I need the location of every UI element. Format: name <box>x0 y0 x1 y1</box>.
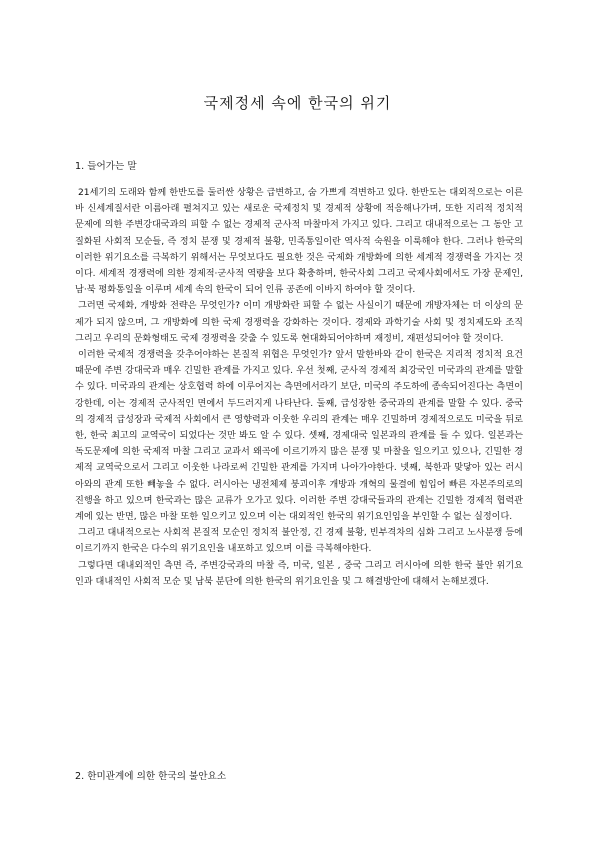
paragraph: 그리고 대내적으로는 사회적 본질적 모순인 정치적 불안정, 긴 경제 불황, 빈부격차의 심화 그리고 노사분쟁 등에 이르기까지 한국은 다수의 위기요인을 내포하고 있으며 이를 극복해야한다. <box>75 528 523 555</box>
paragraph: 그러면 국제화, 개방화 전략은 무엇인가? 이미 개방화란 피할 수 없는 사실이기 때문에 개방자체는 더 이상의 문제가 되지 않으며, 그 개방화에 의한 국제 경쟁력을 강화하는 것이다. 경제와 과학기술 사회 및 정치제도와 조직 그리고 우리의 문화형태도 국제 경쟁력을 갖출 수 있도록 현대화되어야하며 재정비, 재편성되어야 할 것이다. <box>75 301 523 344</box>
paragraph: 21세기의 도래와 함께 한반도를 둘러싼 상황은 급변하고, 숨 가쁘게 격변하고 있다. 한반도는 대외적으로는 이른바 신세계질서란 이름아래 펼쳐지고 있는 새로운 국제정치 및 경제적 상황에 적응해나가며, 또한 지리적 정치적 문제에 의한 주변강대국과의 피할 수 없는 경제적 군사적 마찰마저 가지고 있다. 그리고 대내적으로는 그 동안 고질화된 사회적 모순들, 즉 정치 분쟁 및 경제적 불황, 민족통일이란 역사적 숙원을 이룩해야 한다. 그러나 한국의 이러한 위기요소를 극복하기 위해서는 무엇보다도 필요한 것은 국제화 개방화에 의한 세계적 경쟁력을 가지는 것이다. 세계적 경쟁력에 의한 경제적·군사적 역량을 보다 확충하며, 한국사회 그리고 국제사회에서도 가장 문제인, 남·북 평화통일을 이루며 세계 속의 한국이 되어 인류 공존에 이바지 하여야 할 것이다. <box>75 188 523 296</box>
paragraph: 그렇다면 대내외적인 측면 즉, 주변강국과의 마찰 즉, 미국, 일본 , 중국 그리고 러시아에 의한 한국 불안 위기요인과 대내적인 사회적 모순 및 남북 분단에 의한 한국의 위기요인을 및 그 해결방안에 대해서 논해보겠다. <box>75 560 523 587</box>
paragraph: 이러한 국제적 경쟁력을 갖추어야하는 본질적 위협은 무엇인가? 앞서 말한바와 같이 한국은 지리적 정치적 요건 때문에 주변 강대국과 매우 긴밀한 관계를 가지고 있다. 우선 첫째, 군사적 경제적 최강국인 미국과의 관계를 말할 수 있다. 미국과의 관계는 상호협력 하에 이루어지는 측면에서라기 보단, 미국의 주도하에 종속되어진다는 측면이 강한데, 이는 경제적 군사적인 면에서 두드러지게 나타난다. 둘째, 급성장한 중국과의 관계를 말할 수 있다. 중국의 경제적 급성장과 국제적 사회에서 큰 영향력과 이웃한 우리의 관계는 매우 긴밀하며 경제적으로도 미국을 뒤로한, 한국 최고의 교역국이 되었다는 것만 봐도 알 수 있다. 셋째, 경제대국 일본과의 관계를 들 수 있다. 일본과는 독도문제에 의한 국제적 마찰 그리고 교과서 왜곡에 이르기까지 많은 분쟁 및 마찰을 일으키고 있으나, 긴밀한 경제적 교역국으로서 그리고 이웃한 나라로써 긴밀한 관계를 가지며 나아가야한다. 넷째, 북한과 맞닿아 있는 러시아와의 관계 또한 빼놓을 수 없다. 러시아는 냉전체제 붕괴이후 개방과 개혁의 물결에 힘입어 빠른 자본주의로의 진행을 하고 있으며 한국과는 많은 교류가 오가고 있다. 이러한 주변 강대국들과의 관계는 긴밀한 경제적 협력관계에 있는 반면, 많은 마찰 또한 일으키고 있으며 이는 대외적인 한국의 위기요인임을 부인할 수 없는 실정이다. <box>75 350 523 523</box>
body-text <box>75 185 523 590</box>
document-title: 국제정세 속에 한국의 위기 <box>203 94 392 112</box>
section-heading-intro: 1. 들어가는 말 <box>75 161 137 172</box>
section-heading-korea-us: 2. 한미관계에 의한 한국의 불안요소 <box>75 771 227 782</box>
